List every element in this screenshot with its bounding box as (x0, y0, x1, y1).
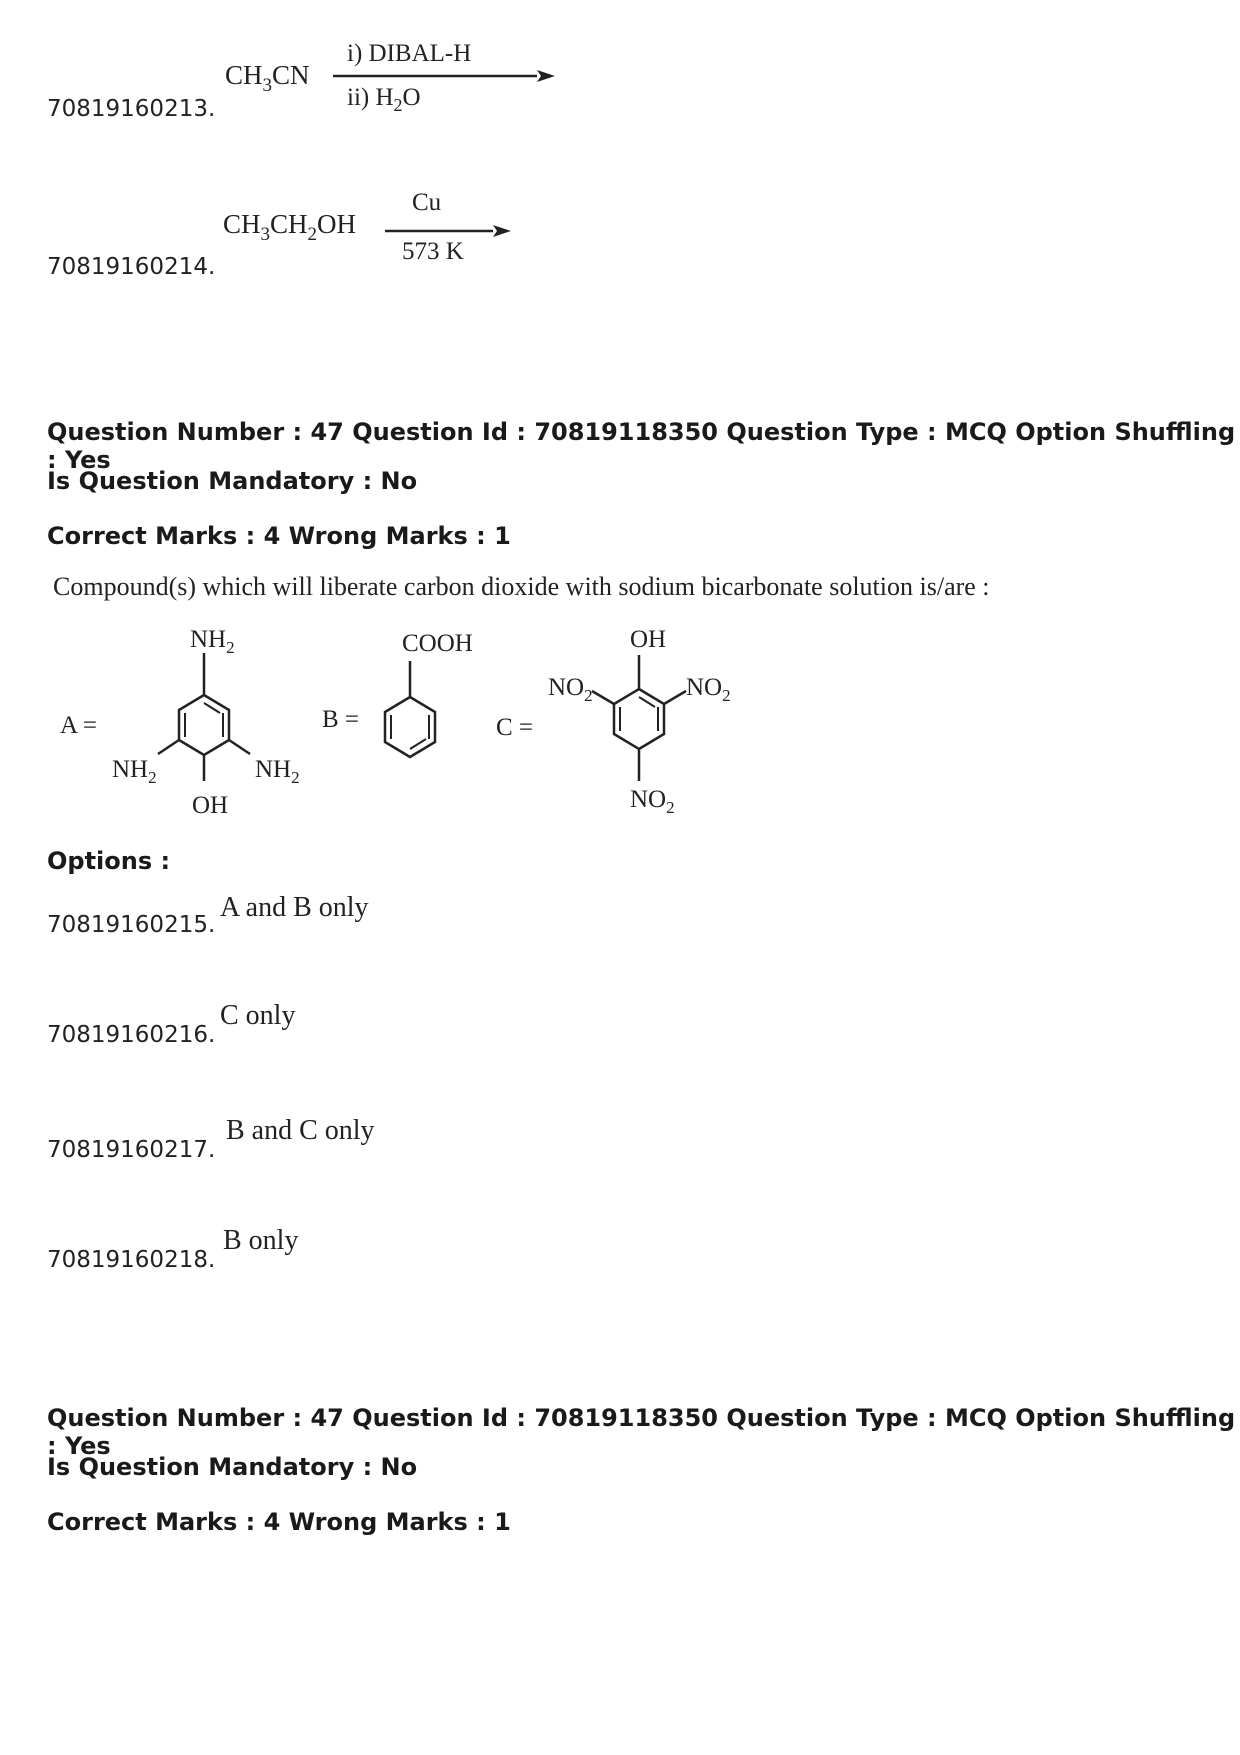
reaction-diagram-2 (215, 185, 515, 275)
reaction-diagram-1 (215, 30, 555, 120)
a-top-group: $NH_2$ (190, 626, 235, 657)
option-text: C only (220, 1000, 296, 1031)
c-left-group: $NO_2$ (548, 674, 593, 705)
structure-b (385, 630, 473, 757)
question-marks: Correct Marks : 4 Wrong Marks : 1 (47, 522, 511, 550)
option-number: 70819160216. (47, 1022, 216, 1048)
reagent-top: i) DIBAL-H (347, 40, 472, 67)
option-text: B only (223, 1225, 299, 1256)
structure-b-label: B = (322, 706, 360, 733)
a-bottom-group: OH (192, 792, 229, 819)
reactant-formula: $CH_3CN$ (225, 60, 310, 96)
question-header: Question Number : 47 Question Id : 70819118350 Question Type : MCQ Option Shuffling : Yes (47, 418, 1236, 474)
a-left-group: $NH_2$ (112, 756, 157, 787)
question-header: Question Number : 47 Question Id : 70819118350 Question Type : MCQ Option Shuffling : Yes (47, 1404, 1236, 1460)
question-text: Compound(s) which will liberate carbon dioxide with sodium bicarbonate solution is/are : (53, 572, 990, 601)
structure-a (112, 626, 300, 819)
reagent-bottom: ii) $H_2O$ (347, 84, 421, 115)
c-top-group: OH (630, 626, 667, 653)
reactant-formula: $CH_3CH_2OH$ (223, 209, 357, 245)
option-number: 70819160217. (47, 1137, 216, 1163)
structure-c (548, 626, 731, 817)
question-mandatory: Is Question Mandatory : No (47, 1453, 418, 1481)
option-number: 70819160214. (47, 254, 216, 280)
reaction-arrow-head (537, 70, 555, 82)
options-label: Options : (47, 847, 171, 875)
question-marks: Correct Marks : 4 Wrong Marks : 1 (47, 1508, 511, 1536)
b-top-group: COOH (402, 630, 473, 657)
structure-c-label: C = (496, 714, 534, 741)
reagent-top: Cu (412, 189, 442, 216)
c-bottom-group: $NO_2$ (630, 786, 675, 817)
option-number: 70819160215. (47, 912, 216, 938)
a-right-group: $NH_2$ (255, 756, 300, 787)
structure-a-label: A = (60, 712, 98, 739)
option-text: B and C only (226, 1115, 375, 1146)
chemical-structures (40, 615, 800, 835)
reaction-arrow-head (493, 225, 511, 237)
c-right-group: $NO_2$ (686, 674, 731, 705)
option-text: A and B only (220, 892, 369, 923)
option-number: 70819160218. (47, 1247, 216, 1273)
option-number: 70819160213. (47, 96, 216, 122)
question-mandatory: Is Question Mandatory : No (47, 467, 418, 495)
reagent-bottom: 573 K (402, 238, 464, 265)
